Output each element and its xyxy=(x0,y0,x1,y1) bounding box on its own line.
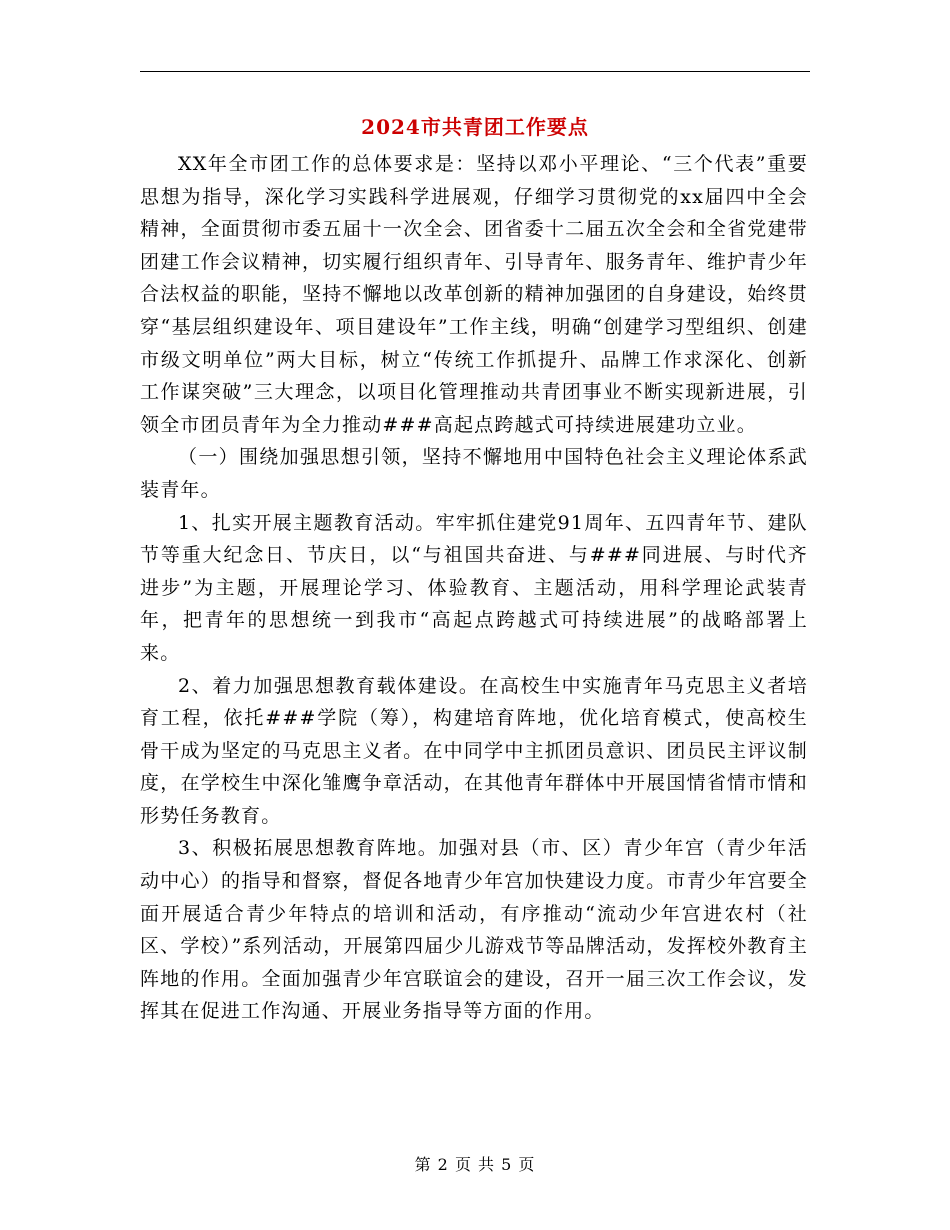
header-rule xyxy=(140,71,810,72)
document-body xyxy=(140,148,808,1028)
paragraph-section-heading: （一）围绕加强思想引领，坚持不懈地用中国特色社会主义理论体系武装青年。 xyxy=(140,446,808,501)
paragraph-overview: XX年全市团工作的总体要求是：坚持以邓小平理论、“三个代表”重要思想为指导，深化学习实践科学进展观，仔细学习贯彻党的xx届四中全会精神，全面贯彻市委五届十一次全会、团省委十二届五次全会和全省党建带团建工作会议精神，切实履行组织青年、引导青年、服务青年、维护青少年合法权益的职能，坚持不懈地以改革创新的精神加强团的自身建设，始终贯穿“基层组织建设年、项目建设年”工作主线，明确“创建学习型组织、创建市级文明单位”两大目标，树立“传统工作抓提升、品牌工作求深化、创新工作谋突破”三大理念，以项目化管理推动共青团事业不断实现新进展，引领全市团员青年为全力推动###高起点跨越式可持续进展建功立业。 xyxy=(140,153,808,436)
paragraph-item-2: 2、着力加强思想教育载体建设。在高校生中实施青年马克思主义者培育工程，依托###学院（筹），构建培育阵地，优化培育模式，使高校生骨干成为坚定的马克思主义者。在中同学中主抓团员意识、团员民主评议制度，在学校生中深化雏鹰争章活动，在其他青年群体中开展国情省情市情和形势任务教育。 xyxy=(140,674,808,827)
paragraph-item-1: 1、扎实开展主题教育活动。牢牢抓住建党91周年、五四青年节、建队节等重大纪念日、节庆日，以“与祖国共奋进、与###同进展、与时代齐进步”为主题，开展理论学习、体验教育、主题活动，用科学理论武装青年，把青年的思想统一到我市“高起点跨越式可持续进展”的战略部署上来。 xyxy=(140,511,808,664)
paragraph-item-3: 3、积极拓展思想教育阵地。加强对县（市、区）青少年宫（青少年活动中心）的指导和督察，督促各地青少年宫加快建设力度。市青少年宫要全面开展适合青少年特点的培训和活动，有序推动“流动少年宫进农村（社区、学校）”系列活动，开展第四届少儿游戏节等品牌活动，发挥校外教育主阵地的作用。全面加强青少年宫联谊会的建设，召开一届三次工作会议，发挥其在促进工作沟通、开展业务指导等方面的作用。 xyxy=(140,837,809,1023)
document-title: 2024市共青团工作要点 xyxy=(361,115,589,139)
page-number-footer: 第 2 页 共 5 页 xyxy=(414,1155,536,1174)
